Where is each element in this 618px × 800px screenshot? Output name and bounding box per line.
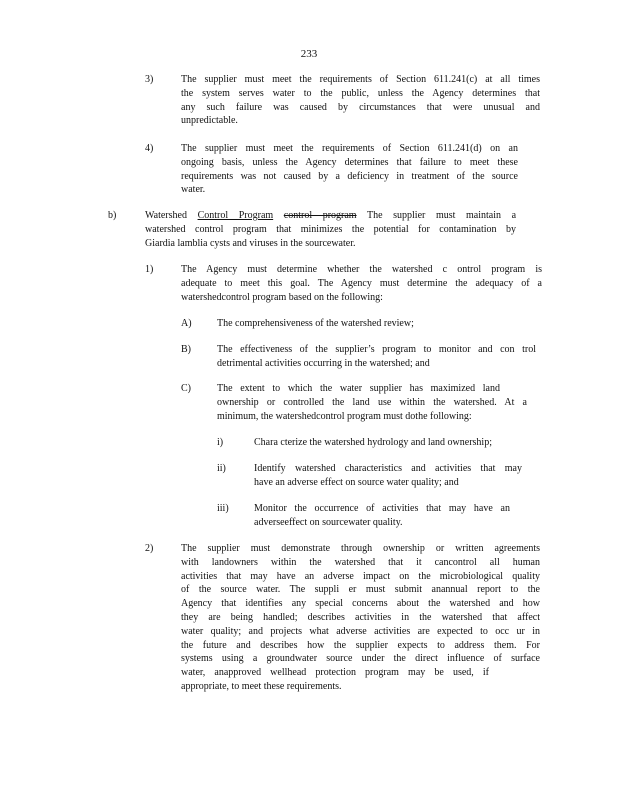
text-line: activities that may have an adverse impact on the microbiological quality <box>181 570 540 582</box>
text-line: any such failure was caused by circumstances that were unusual and <box>181 101 540 113</box>
text-line: have an adverse effect on source water quality; and <box>254 476 459 488</box>
item-3-text <box>181 73 540 128</box>
text-line: systems using a groundwater source under the direct influence of surface <box>181 653 540 665</box>
text-line: Agency that identifies any special concerns about the watershed and how <box>181 598 540 610</box>
text-line: the system serves water to the public, unless the Agency determines that <box>181 87 540 99</box>
text-line: minimum, the watershedcontrol program must dothe following: <box>217 410 472 422</box>
text-line: detrimental activities occurring in the watershed; and <box>217 357 430 369</box>
item-cii-text <box>254 462 522 490</box>
text-line: adequate to meet this goal. The Agency must determine the adequacy of a <box>181 277 542 289</box>
page-number: 233 <box>300 48 318 60</box>
item-ci-marker: i) <box>217 437 224 448</box>
text-line: water, anapproved wellhead protection program may be used, if <box>181 667 489 679</box>
text-line: requirements was not caused by a deficiency in treatment of the source <box>181 170 518 182</box>
item-ci-text <box>254 436 528 450</box>
struck-text: control program <box>283 210 357 221</box>
heading-rest: The supplier must maintain a <box>356 210 517 221</box>
text-line: The supplier must meet the requirements of Section 611.241(d) on an <box>181 143 518 154</box>
item-ciii-marker: iii) <box>217 503 229 514</box>
text-line: of the source water. The suppli er must submit anannual report to the <box>181 584 540 596</box>
item-A-text <box>217 317 477 331</box>
text-line: Giardia lamblia cysts and viruses in the sourcewater. <box>145 237 356 249</box>
text-line: Chara cterize the watershed hydrology and land ownership; <box>254 437 492 448</box>
text-line: The supplier must meet the requirements of Section 611.241(c) at all times <box>181 74 540 85</box>
item-C-text <box>217 382 527 423</box>
text-line: The extent to which the water supplier has maximized land <box>217 383 500 394</box>
text-line: The effectiveness of the supplier’s program to monitor and con trol <box>217 344 536 355</box>
item-C-marker: C) <box>181 383 191 394</box>
item-b1-marker: 1) <box>145 264 154 275</box>
text-line: The supplier must demonstrate through ownership or written agreements <box>181 543 540 554</box>
item-b1-text <box>181 263 542 304</box>
inserted-text: Control Program <box>197 210 274 221</box>
text-line: adverseeffect on sourcewater quality. <box>254 516 403 528</box>
text-line: they are being handled; describes activities in the watershed that affect <box>181 611 540 623</box>
item-b2-text <box>181 542 540 694</box>
item-b2-marker: 2) <box>145 543 154 554</box>
text-line: The comprehensiveness of the watershed review; <box>217 318 414 329</box>
item-3-marker: 3) <box>145 74 154 85</box>
text-line <box>145 209 516 223</box>
text-line: unpredictable. <box>181 115 238 127</box>
text-line: appropriate, to meet these requirements. <box>181 680 342 692</box>
item-ciii-text <box>254 502 510 530</box>
text-line: The Agency must determine whether the watershed c ontrol program is <box>181 264 542 275</box>
text-line: watershedcontrol program based on the following: <box>181 291 383 303</box>
item-B-text <box>217 343 536 371</box>
text-line: water quality; and projects what adverse activities are expected to occ ur in <box>181 625 540 637</box>
heading-lead: Watershed <box>145 210 198 221</box>
text-line: ownership or controlled the land use within the watershed. At a <box>217 396 527 408</box>
item-4-marker: 4) <box>145 143 154 154</box>
item-b-marker: b) <box>108 210 117 221</box>
text-line: ongoing basis, unless the Agency determines that failure to meet these <box>181 156 518 168</box>
item-B-marker: B) <box>181 344 191 355</box>
text-line: Identify watershed characteristics and activities that may <box>254 463 522 474</box>
text-line: water. <box>181 184 206 196</box>
item-A-marker: A) <box>181 318 192 329</box>
item-cii-marker: ii) <box>217 463 226 474</box>
text-line: watershed control program that minimizes the potential for contamination by <box>145 223 516 235</box>
text-line: Monitor the occurrence of activities that may have an <box>254 503 510 514</box>
item-4-text <box>181 142 518 197</box>
text-line: the future and describes how the supplier expects to address them. For <box>181 639 540 651</box>
item-b-text <box>145 209 516 250</box>
text-line: with landowners within the watershed that it cancontrol all human <box>181 556 540 568</box>
